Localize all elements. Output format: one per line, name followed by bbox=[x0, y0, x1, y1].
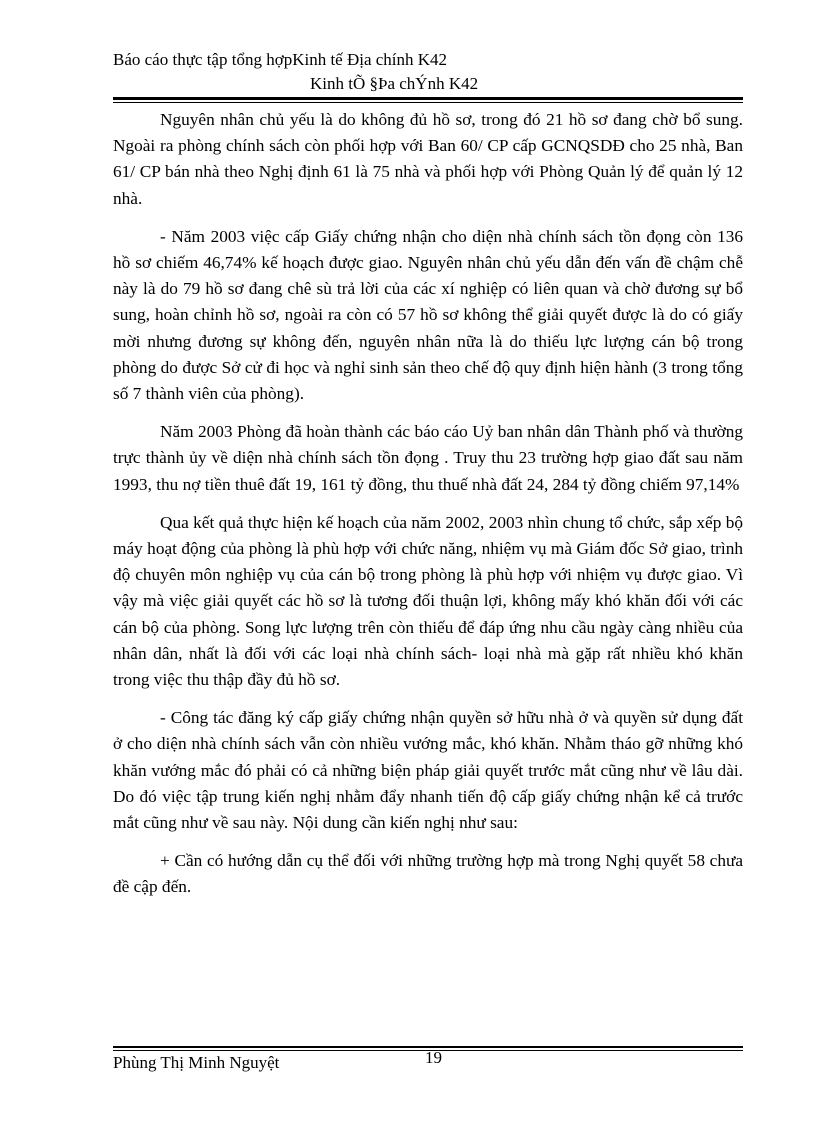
page-header bbox=[113, 48, 743, 96]
header-divider-thin bbox=[113, 102, 743, 103]
document-body bbox=[113, 107, 743, 913]
header-title: Báo cáo thực tập tổng hợpKinh tế Địa chính K42 bbox=[113, 50, 448, 69]
paragraph-4: Qua kết quả thực hiện kế hoạch của năm 2002, 2003 nhìn chung tổ chức, sắp xếp bộ máy hoạt động của phòng là phù hợp với chức năng, nhiệm vụ mà Giám đốc Sở giao, trình độ chuyên môn nghiệp vụ của cán bộ trong phòng là phù hợp với nhiệm vụ được giao. Vì vậy mà việc giải quyết các hồ sơ là tương đối thuận lợi, không mấy khó khăn đối với các cán bộ của phòng. Song lực lượng trên còn thiếu để đáp ứng nhu cầu ngày càng nhiều của nhân dân, nhất là đối với các loại nhà chính sách- loại nhà mà gặp rất nhiều khó khăn trong việc thu thập đầy đủ hồ sơ. bbox=[113, 512, 743, 690]
footer-author: Phùng Thị Minh Nguyệt bbox=[113, 1053, 280, 1072]
paragraph-5: - Công tác đăng ký cấp giấy chứng nhận quyền sở hữu nhà ở và quyền sử dụng đất ở cho diện nhà chính sách vẫn còn nhiều vướng mắc, khó khăn. Nhằm tháo gỡ những khó khăn vướng mắc đó phải có cả những biện pháp giải quyết trước mắt cũng như về lâu dài. Do đó việc tập trung kiến nghị nhằm đẩy nhanh tiến độ cấp giấy chứng nhận kể cả trước mắt cũng như về sau này. Nội dung cần kiến nghị như sau: bbox=[113, 708, 743, 833]
paragraph-2: - Năm 2003 việc cấp Giấy chứng nhận cho diện nhà chính sách tồn đọng còn 136 hồ sơ chiếm 46,74% kế hoạch được giao. Nguyên nhân chủ yếu dẫn đến vấn đề chậm chễ này là do 79 hồ sơ đang chê sù trả lời của các xí nghiệp có liên quan và chờ đương sự bổ sung, hoàn chỉnh hồ sơ, ngoài ra còn có 57 hồ sơ không thể giải quyết được là do có giấy mời nhưng đương sự không đến, nguyên nhân nữa là do thiếu lực lượng cán bộ trong phòng do được Sở cử đi học và nghỉ sinh sản theo chế độ quy định hiện hành (3 trong tổng số 7 thành viên của phòng). bbox=[113, 226, 743, 404]
header-subtitle: Kinh tÕ §Þa chÝnh K42 bbox=[310, 74, 479, 93]
page-number: 19 bbox=[425, 1048, 442, 1067]
paragraph-1: Nguyên nhân chủ yếu là do không đủ hồ sơ, trong đó 21 hồ sơ đang chờ bổ sung. Ngoài ra phòng chính sách còn phối hợp với Ban 60/ CP cấp GCNQSDĐ cho 25 nhà, Ban 61/ CP bán nhà theo Nghị định 61 là 75 nhà và phối hợp với Phòng Quản lý để quản lý 12 nhà. bbox=[113, 110, 743, 208]
paragraph-3: Năm 2003 Phòng đã hoàn thành các báo cáo Uỷ ban nhân dân Thành phố và thường trực thành ủy về diện nhà chính sách tồn đọng . Truy thu 23 trường hợp giao đất sau năm 1993, thu nợ tiền thuê đất 19, 161 tỷ đồng, thu thuế nhà đất 24, 284 tỷ đồng chiếm 97,14% bbox=[113, 422, 743, 494]
paragraph-6: + Cần có hướng dẫn cụ thể đối với những trường hợp mà trong Nghị quyết 58 chưa đề cập đến. bbox=[113, 851, 743, 897]
header-divider bbox=[113, 97, 743, 100]
